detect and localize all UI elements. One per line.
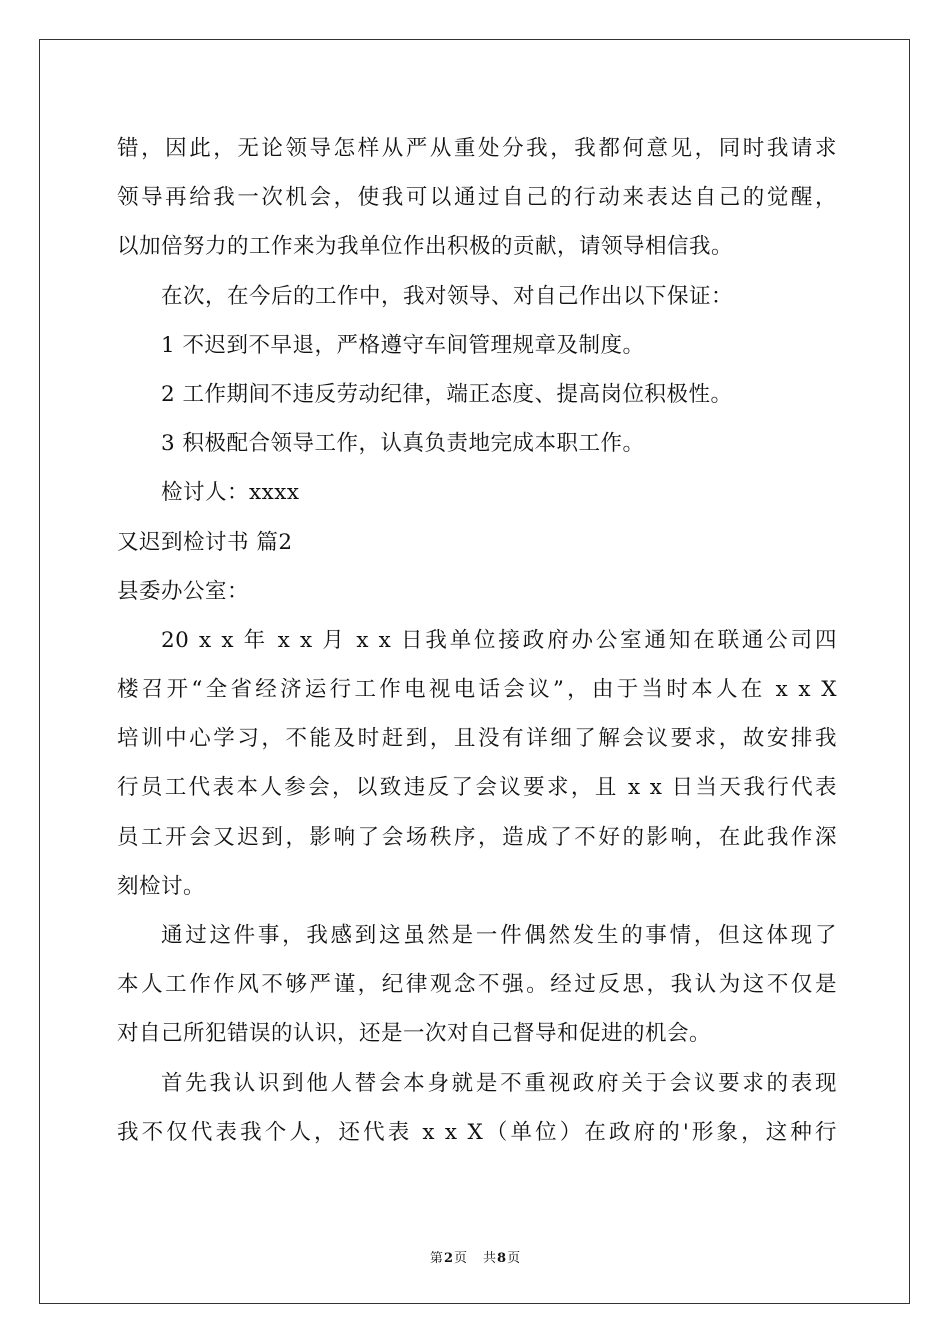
page-suffix: 页 — [453, 1251, 467, 1266]
text-line: 领导再给我一次机会，使我可以通过自己的行动来表达自己的觉醒， — [117, 185, 837, 211]
document-body — [117, 124, 837, 1157]
page-prefix: 第 — [429, 1251, 443, 1266]
page-footer — [0, 1247, 950, 1266]
total-prefix: 共 — [483, 1251, 497, 1266]
text-line: 在次，在今后的工作中，我对领导、对自己作出以下保证： — [161, 283, 734, 309]
section-title: 又迟到检讨书 篇2 — [117, 529, 293, 555]
text-line: 我不仅代表我个人，还代表 x x X（单位）在政府的'形象，这种行 — [117, 1119, 837, 1145]
text-line: 以加倍努力的工作来为我单位作出积极的贡献，请领导相信我。 — [117, 234, 734, 260]
text-line: 楼召开“全省经济运行工作电视电话会议”，由于当时本人在 x x X — [117, 677, 837, 703]
total-pages: 8 — [497, 1251, 507, 1266]
text-line: 本人工作作风不够严谨，纪律观念不强。经过反思，我认为这不仅是 — [117, 972, 837, 998]
list-item: 1 不迟到不早退，严格遵守车间管理规章及制度。 — [161, 332, 645, 358]
text-line: 培训中心学习，不能及时赶到，且没有详细了解会议要求，故安排我 — [117, 726, 837, 752]
text-line: 20 x x 年 x x 月 x x 日我单位接政府办公室通知在联通公司四 — [161, 627, 837, 653]
text-line: 行员工代表本人参会，以致违反了会议要求，且 x x 日当天我行代表 — [117, 775, 837, 801]
text-line: 错，因此，无论领导怎样从严从重处分我，我都何意见，同时我请求 — [117, 136, 837, 161]
page-number: 2 — [443, 1251, 453, 1266]
signature-line: 检讨人：xxxx — [161, 480, 300, 506]
total-suffix: 页 — [507, 1251, 521, 1266]
list-item: 3 积极配合领导工作，认真负责地完成本职工作。 — [161, 431, 645, 457]
text-line: 刻检讨。 — [117, 873, 206, 899]
list-item: 2 工作期间不违反劳动纪律，端正态度、提高岗位积极性。 — [161, 381, 733, 407]
text-line: 对自己所犯错误的认识，还是一次对自己督导和促进的机会。 — [117, 1021, 712, 1047]
text-line: 通过这件事，我感到这虽然是一件偶然发生的事情，但这体现了 — [161, 923, 837, 948]
text-line: 员工开会又迟到，影响了会场秩序，造成了不好的影响，在此我作深 — [117, 824, 837, 850]
addressee: 县委办公室： — [117, 578, 250, 604]
text-line: 首先我认识到他人替会本身就是不重视政府关于会议要求的表现 — [161, 1070, 837, 1096]
